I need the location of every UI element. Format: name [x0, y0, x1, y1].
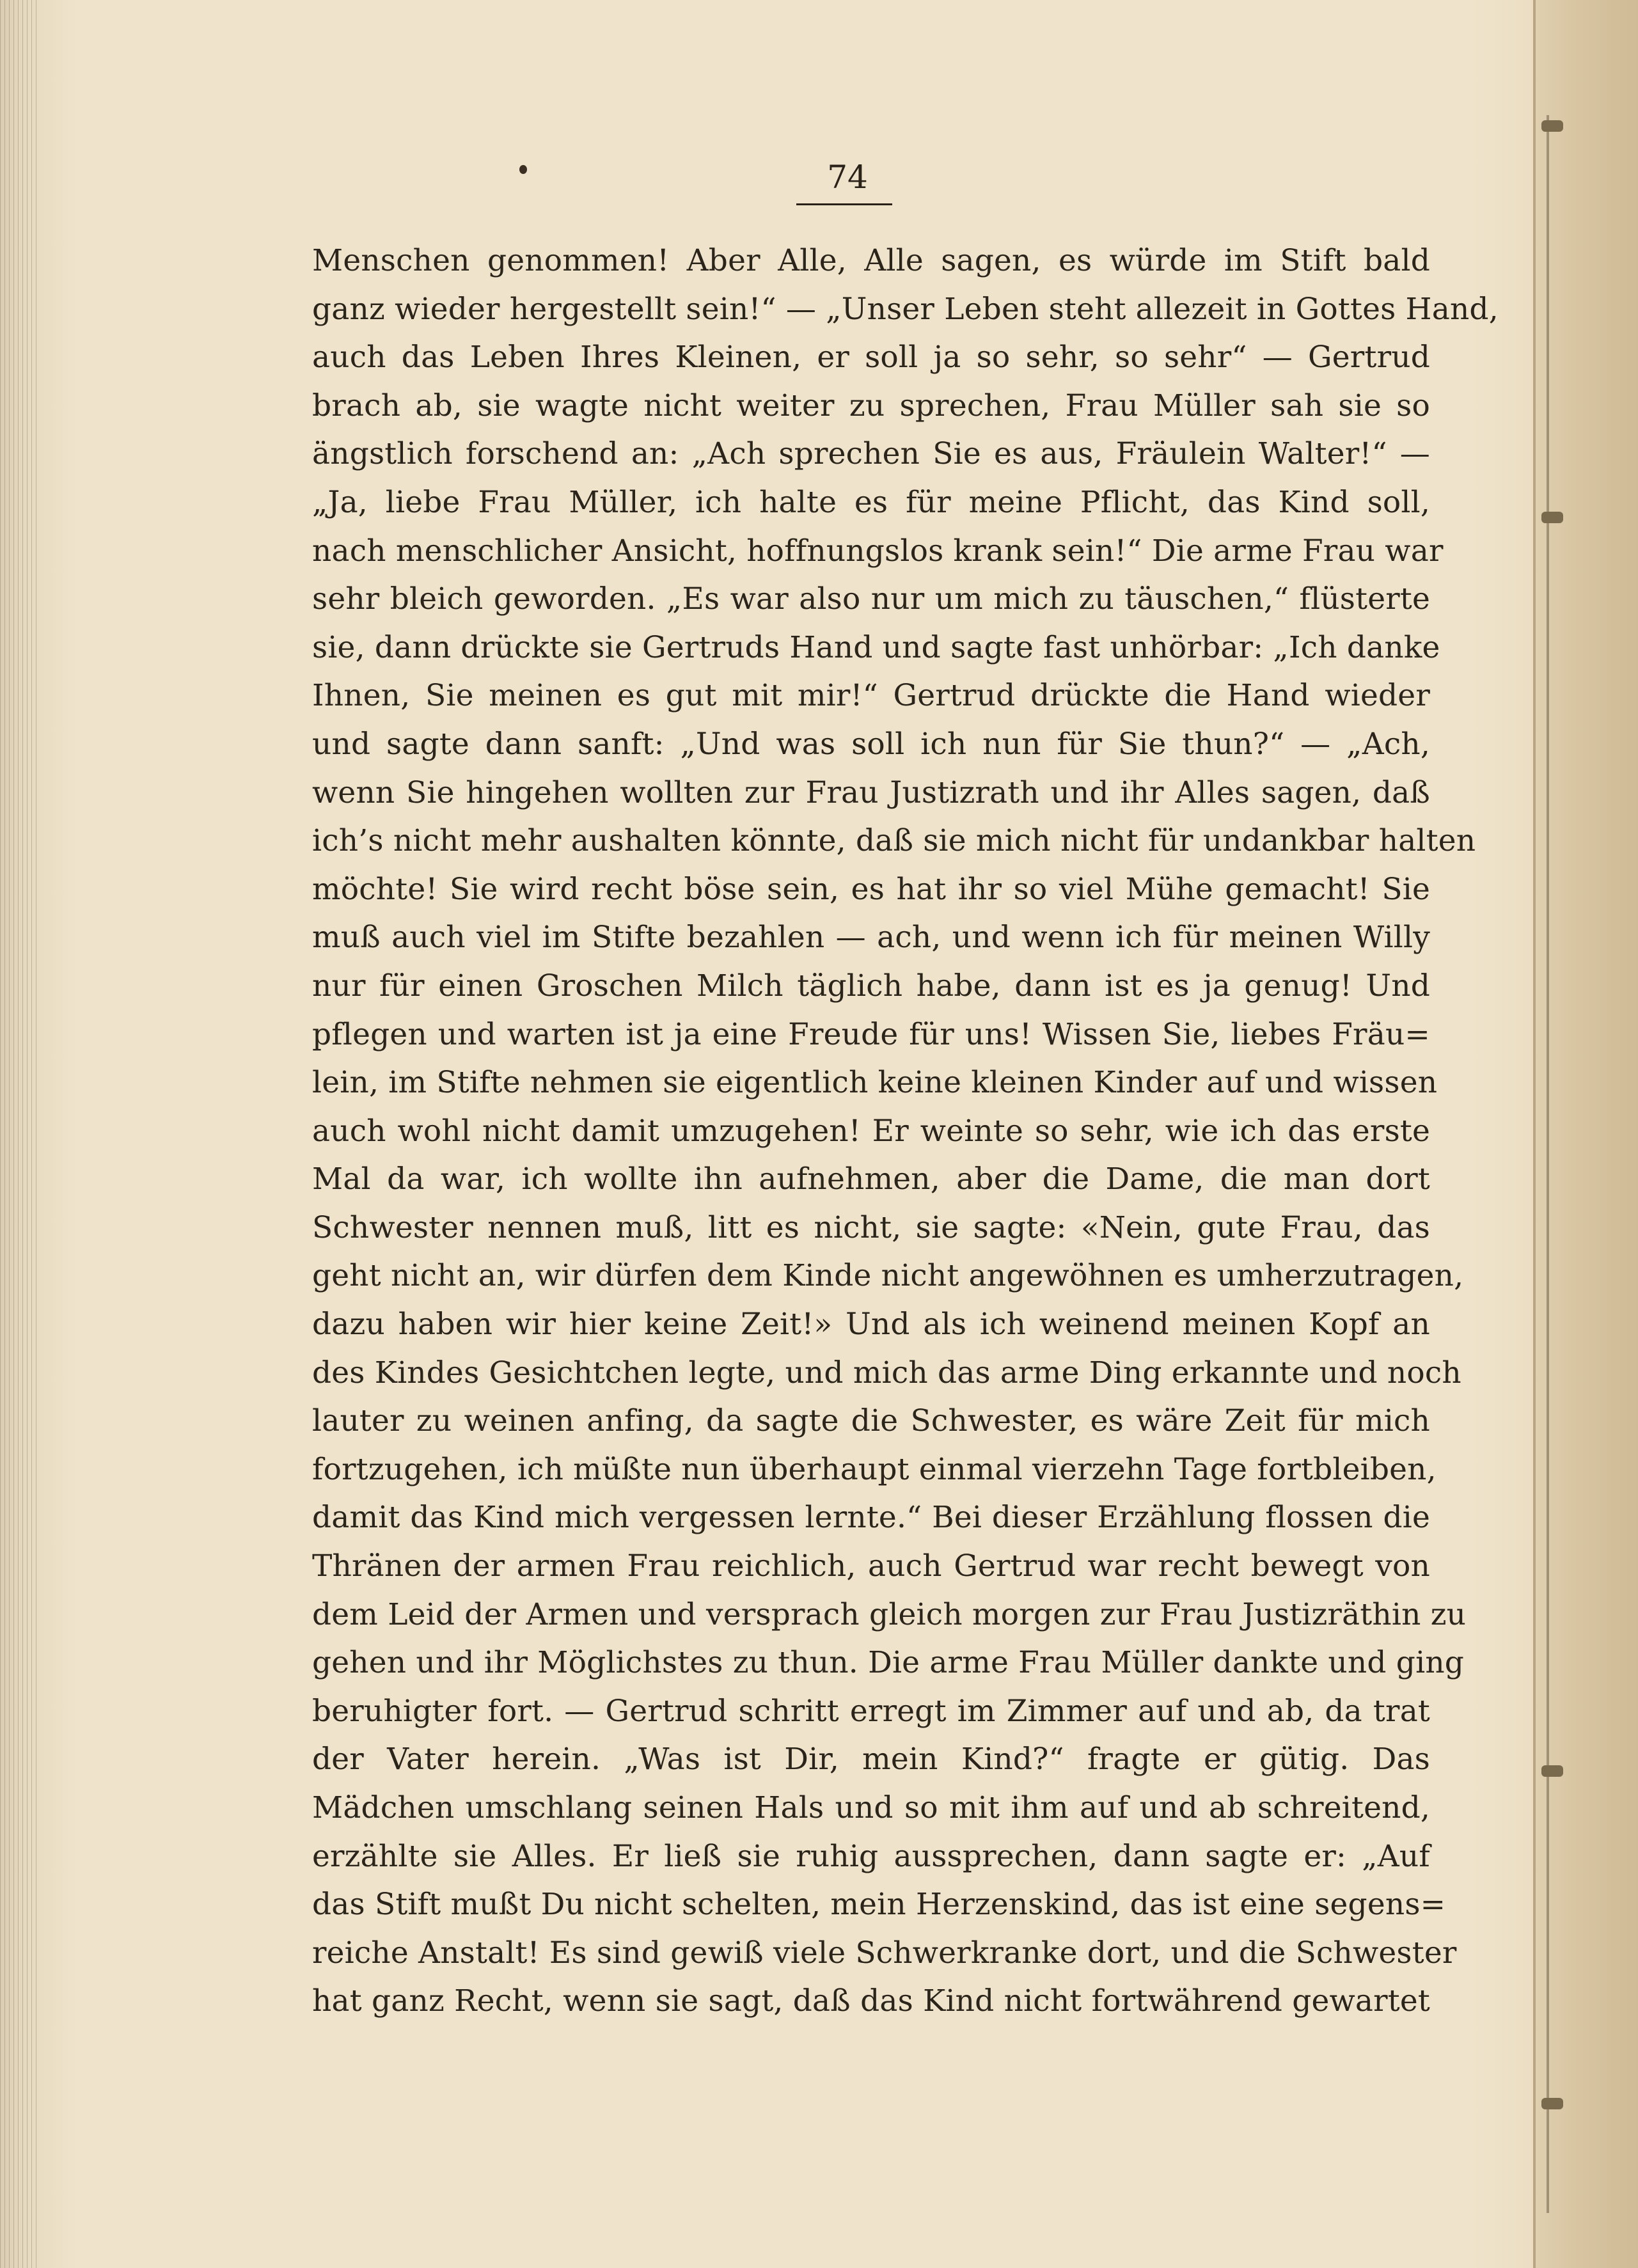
- text-line: dazu haben wir hier keine Zeit!» Und als ich weinend meinen Kopf an: [312, 1307, 1430, 1343]
- text-line: lein, im Stifte nehmen sie eigentlich keine kleinen Kinder auf und wissen: [312, 1065, 1438, 1101]
- clasp-mark-middle: [1541, 512, 1563, 523]
- text-line: ganz wieder hergestellt sein!“ — „Unser Leben steht allezeit in Gottes Hand,: [312, 291, 1499, 327]
- text-line: reiche Anstalt! Es sind gewiß viele Schwerkranke dort, und die Schwester: [312, 1935, 1457, 1971]
- text-line: ängstlich forschend an: „Ach sprechen Sie es aus, Fräulein Walter!“ —: [312, 436, 1430, 472]
- text-line: des Kindes Gesichtchen legte, und mich das arme Ding erkannte und noch: [312, 1355, 1461, 1390]
- text-line: sie, dann drückte sie Gertruds Hand und sagte fast unhörbar: „Ich danke: [312, 629, 1440, 665]
- page-number: 74: [827, 159, 868, 196]
- text-line: brach ab, sie wagte nicht weiter zu sprechen, Frau Müller sah sie so: [312, 388, 1430, 423]
- text-line: das Stift mußt Du nicht schelten, mein Herzenskind, das ist eine segens=: [312, 1887, 1446, 1923]
- text-line: hat ganz Recht, wenn sie sagt, daß das Kind nicht fortwährend gewartet: [312, 1983, 1430, 2019]
- clasp-mark-top: [1541, 120, 1563, 132]
- text-line: erzählte sie Alles. Er ließ sie ruhig aussprechen, dann sagte er: „Auf: [312, 1838, 1430, 1874]
- text-line: Mal da war, ich wollte ihn aufnehmen, aber die Dame, die man dort: [312, 1162, 1430, 1197]
- text-line: auch wohl nicht damit umzugehen! Er weinte so sehr, wie ich das erste: [312, 1113, 1430, 1149]
- text-line: lauter zu weinen anfing, da sagte die Schwester, es wäre Zeit für mich: [312, 1403, 1430, 1439]
- text-line: nur für einen Groschen Milch täglich habe, dann ist es ja genug! Und: [312, 968, 1430, 1004]
- text-line: und sagte dann sanft: „Und was soll ich nun für Sie thun?“ — „Ach,: [312, 726, 1430, 762]
- text-line: damit das Kind mich vergessen lernte.“ Bei dieser Erzählung flossen die: [312, 1500, 1430, 1536]
- text-line: muß auch viel im Stifte bezahlen — ach, und wenn ich für meinen Willy: [312, 920, 1430, 956]
- text-line: nach menschlicher Ansicht, hoffnungslos krank sein!“ Die arme Frau war: [312, 533, 1444, 569]
- ink-dot: [519, 165, 527, 174]
- text-line: fortzugehen, ich müßte nun überhaupt einmal vierzehn Tage fortbleiben,: [312, 1451, 1437, 1487]
- text-line: der Vater herein. „Was ist Dir, mein Kind?“ fragte er gütig. Das: [312, 1742, 1430, 1777]
- text-line: Menschen genommen! Aber Alle, Alle sagen, es würde im Stift bald: [312, 243, 1430, 278]
- text-line: „Ja, liebe Frau Müller, ich halte es für meine Pflicht, das Kind soll,: [312, 484, 1430, 520]
- text-line: geht nicht an, wir dürfen dem Kinde nicht angewöhnen es umherzutragen,: [312, 1258, 1464, 1294]
- text-line: gehen und ihr Möglichstes zu thun. Die arme Frau Müller dankte und ging: [312, 1645, 1465, 1681]
- page-number-rule: [796, 203, 892, 205]
- text-line: dem Leid der Armen und versprach gleich morgen zur Frau Justizräthin zu: [312, 1596, 1467, 1632]
- text-line: Thränen der armen Frau reichlich, auch Gertrud war recht bewegt von: [312, 1548, 1430, 1584]
- text-line: wenn Sie hingehen wollten zur Frau Justizrath und ihr Alles sagen, daß: [312, 775, 1430, 810]
- text-line: auch das Leben Ihres Kleinen, er soll ja so sehr, so sehr“ — Gertrud: [312, 340, 1430, 375]
- text-line: beruhigter fort. — Gertrud schritt erregt im Zimmer auf und ab, da trat: [312, 1693, 1430, 1729]
- body-text: [312, 237, 1499, 2026]
- text-line: sehr bleich geworden. „Es war also nur um mich zu täuschen,“ flüsterte: [312, 581, 1430, 617]
- clasp-mark-bottom: [1541, 2098, 1563, 2109]
- binding-edge: [0, 0, 38, 2268]
- text-line: Mädchen umschlang seinen Hals und so mit ihm auf und ab schreitend,: [312, 1790, 1430, 1825]
- clasp-mark-lower: [1541, 1765, 1563, 1777]
- text-line: pflegen und warten ist ja eine Freude für uns! Wissen Sie, liebes Fräu=: [312, 1016, 1430, 1052]
- page-edge-line: [1547, 115, 1549, 2213]
- text-line: Schwester nennen muß, litt es nicht, sie sagte: «Nein, gute Frau, das: [312, 1209, 1430, 1245]
- text-line: ich’s nicht mehr aushalten könnte, daß sie mich nicht für undankbar halten: [312, 823, 1476, 859]
- text-line: Ihnen, Sie meinen es gut mit mir!“ Gertrud drückte die Hand wieder: [312, 678, 1430, 714]
- text-line: möchte! Sie wird recht böse sein, es hat ihr so viel Mühe gemacht! Sie: [312, 871, 1430, 907]
